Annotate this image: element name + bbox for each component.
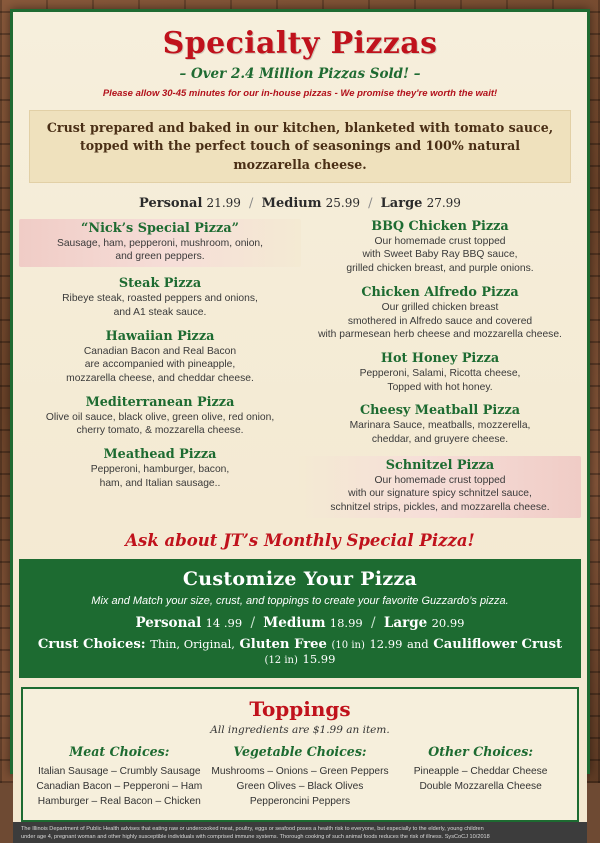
pizza-name: Schnitzel Pizza	[385, 457, 495, 473]
crust-cauliflower-price: 15.99	[302, 651, 336, 666]
large-size-price: 27.99	[426, 195, 461, 210]
header-subtitle: – Over 2.4 Million Pizzas Sold! –	[179, 66, 421, 82]
pizza-description: Marinara Sauce, meatballs, mozzerella, cheddar, and gruyere cheese.	[349, 420, 531, 445]
pizza-column-right	[303, 219, 577, 527]
crust-choices-label: Crust Choices:	[37, 636, 146, 652]
pizza-name: Hot Honey Pizza	[380, 350, 500, 366]
menu-inner	[13, 12, 587, 843]
pizza-item	[23, 395, 297, 438]
pizza-description: Sausage, ham, pepperoni, mushroom, onion, and green peppers.	[56, 237, 264, 263]
customize-pizza-section	[19, 559, 581, 678]
pizza-item	[303, 351, 577, 394]
crust-choices-line	[29, 637, 571, 667]
pizza-description: Our homemade crust topped with our signature spicy schnitzel sauce, schnitzel strips, pickles, and mozzarella cheese.	[330, 474, 550, 513]
price-separator-1: /	[249, 195, 254, 211]
pizza-item	[299, 456, 581, 518]
header-wait-note: Please allow 30-45 minutes for our in-house pizzas - We promise they're worth the wait!	[102, 88, 498, 99]
pizza-item	[303, 219, 577, 276]
topping-line: Canadian Bacon – Pepperoni – Ham	[36, 780, 203, 792]
crust-gluten-free-size: (10 in)	[331, 639, 365, 651]
price-separator-2: /	[368, 195, 373, 211]
pizza-description: Ribeye steak, roasted peppers and onions, and A1 steak sauce.	[62, 293, 258, 318]
toppings-price-note: All ingredients are $1.99 an item.	[210, 723, 390, 736]
toppings-column-meat	[29, 744, 210, 810]
toppings-columns	[29, 744, 571, 810]
customize-personal-label: Personal	[135, 614, 202, 631]
crust-description-line1: Crust prepared and baked in our kitchen, blanketed with tomato sauce,	[46, 120, 554, 135]
medium-size-label: Medium	[261, 195, 322, 211]
pizza-name: Meathead Pizza	[103, 446, 217, 462]
crust-gluten-free-label: Gluten Free	[239, 636, 327, 652]
toppings-column-other	[390, 744, 571, 810]
topping-line: Italian Sausage – Crumbly Sausage	[38, 765, 201, 777]
topping-line: Green Olives – Black Olives	[236, 780, 364, 792]
personal-size-label: Personal	[139, 195, 203, 211]
pizza-item	[23, 276, 297, 319]
specialty-pizza-columns	[13, 219, 587, 527]
customize-large-price: 20.99	[431, 615, 465, 630]
crust-and-word: and	[407, 636, 429, 651]
pizza-name: Cheesy Meatball Pizza	[359, 403, 521, 419]
topping-line: Mushrooms – Onions – Green Peppers	[211, 765, 389, 777]
crust-cauliflower-size: (12 in)	[264, 654, 298, 666]
pizza-name: Hawaiian Pizza	[105, 328, 215, 344]
pizza-name: “Nick’s Special Pizza”	[81, 220, 239, 236]
medium-size-price: 25.99	[325, 195, 360, 210]
toppings-section	[21, 687, 579, 822]
disclaimer-line2: under age 4, pregnant woman and other highly susceptible individuals with comprised immune systems. Thorough cooking of such animal foods reduces the risk of illness. SysCoCJ 10/2018	[21, 833, 490, 840]
customize-medium-price: 18.99	[329, 615, 363, 630]
customize-personal-price: 14 .99	[205, 615, 243, 630]
disclaimer-line1: The Illinois Department of Public Health advises that eating raw or undercooked meat, poultry, eggs or seafood poses a health risk to everyone, but especially to the elderly, young children	[21, 825, 484, 832]
pizza-description: Our homemade crust topped with Sweet Baby Ray BBQ sauce, grilled chicken breast, and purple onions.	[346, 235, 534, 275]
topping-line: Double Mozzarella Cheese	[419, 780, 542, 792]
toppings-heading: Vegetable Choices:	[233, 743, 367, 759]
pizza-column-left	[23, 219, 297, 527]
crust-gluten-free-price: 12.99	[369, 636, 403, 651]
customize-title: Customize Your Pizza	[182, 567, 418, 590]
pizza-description: Pepperoni, hamburger, bacon, ham, and Italian sausage..	[90, 463, 230, 489]
personal-size-price: 21.99	[206, 195, 241, 210]
specialty-size-prices	[13, 196, 587, 211]
topping-line: Pepperoncini Peppers	[249, 796, 351, 808]
crust-description-band	[29, 110, 571, 183]
customize-medium-label: Medium	[263, 614, 326, 631]
customize-mix-note: Mix and Match your size, crust, and toppings to create your favorite Guzzardo’s pizza.	[91, 594, 509, 607]
topping-line: Pineapple – Cheddar Cheese	[413, 765, 548, 777]
page-title: Specialty Pizzas	[162, 26, 438, 61]
pizza-item	[23, 329, 297, 386]
pizza-item	[303, 285, 577, 342]
pizza-name: Steak Pizza	[118, 276, 202, 292]
pizza-description: Pepperoni, Salami, Ricotta cheese, Topped with hot honey.	[359, 367, 521, 393]
pizza-item	[303, 403, 577, 446]
customize-size-prices	[29, 615, 571, 631]
topping-line: Hamburger – Real Bacon – Chicken	[37, 796, 201, 808]
crust-choices-basic: Thin, Original,	[150, 636, 235, 651]
health-disclaimer-footer	[13, 822, 587, 843]
toppings-column-vegetable	[210, 744, 391, 810]
customize-price-separator-2: /	[371, 614, 376, 631]
crust-cauliflower-label: Cauliflower Crust	[433, 636, 563, 652]
customize-price-separator-1: /	[250, 614, 255, 631]
pizza-description: Canadian Bacon and Real Bacon are accompanied with pineapple, mozzarella cheese, and cheddar cheese.	[66, 345, 254, 384]
menu-header	[13, 12, 587, 101]
pizza-name: Mediterranean Pizza	[85, 394, 235, 410]
pizza-item	[19, 219, 301, 267]
pizza-description: Our grilled chicken breast smothered in Alfredo sauce and covered with parmesean herb cheese and mozzarella cheese.	[318, 301, 562, 341]
large-size-label: Large	[380, 195, 423, 211]
pizza-description: Olive oil sauce, black olive, green olive, red onion, cherry tomato, & mozzarella cheese.	[45, 411, 275, 437]
customize-large-label: Large	[383, 614, 428, 631]
menu-page	[10, 9, 590, 840]
toppings-heading: Other Choices:	[428, 743, 533, 759]
toppings-heading: Meat Choices:	[69, 743, 170, 759]
toppings-title: Toppings	[249, 696, 351, 721]
pizza-name: BBQ Chicken Pizza	[371, 218, 509, 234]
crust-description-line2: topped with the perfect touch of seasonings and 100% natural mozzarella cheese.	[79, 138, 521, 172]
pizza-name: Chicken Alfredo Pizza	[361, 284, 519, 300]
pizza-item	[23, 447, 297, 490]
monthly-special-callout: Ask about JT’s Monthly Special Pizza!	[125, 530, 475, 550]
